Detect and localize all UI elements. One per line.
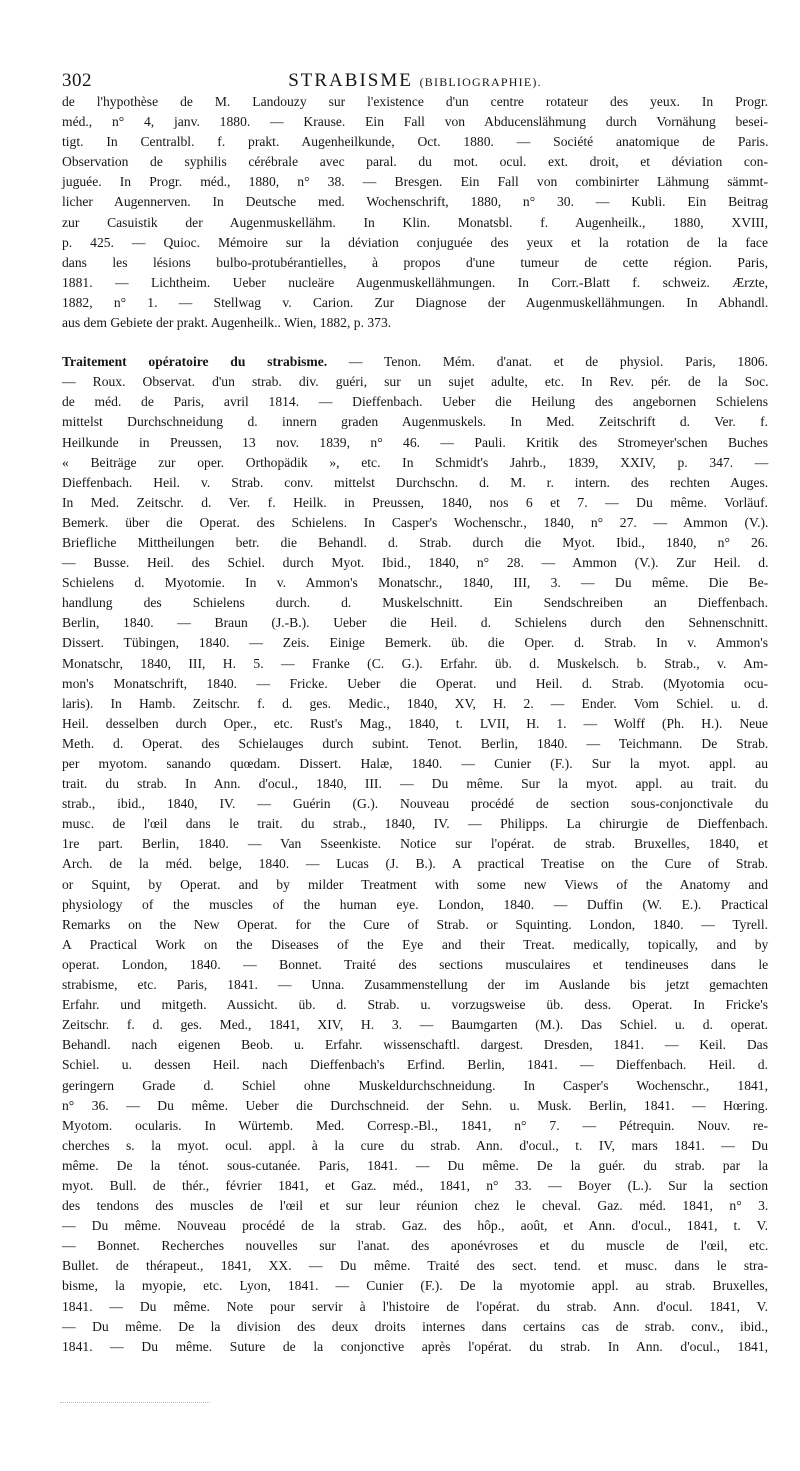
text-line: 1841. — Du même. Suture de la conjonctive après l'opérat. du strab. In Ann. d'ocul., 1841, <box>62 1338 769 1354</box>
text-line: trait. du strab. In Ann. d'ocul., 1840, III. — Du même. Sur la myot. appl. au trait. du <box>62 776 769 792</box>
text-line: licher Augennerven. In Deutsche med. Wochenschrift, 1880, n° 30. — Kubli. Ein Beitrag <box>62 194 769 210</box>
text-line: — Du même. Nouveau procédé de la strab. Gaz. des hôp., août, et Ann. d'ocul., 1841, t. V. <box>62 1218 768 1234</box>
text-line: Arch. de la méd. belge, 1840. — Lucas (J. B.). A practical Treatise on the Cure of Strab. <box>62 856 769 872</box>
page-header <box>62 60 768 90</box>
text-line: 1881. — Lichtheim. Ueber nucleäre Augenmuskellähmungen. In Corr.-Blatt f. schweiz. Ærzte, <box>62 274 769 290</box>
text-line: Berlin, 1840. — Braun (J.-B.). Ueber die Heil. d. Schielens durch den Sehnenschnitt. <box>62 615 768 631</box>
text-line: Heilkunde in Preussen, 13 nov. 1839, n° 46. — Pauli. Kritik des Stromeyer'schen Buches <box>62 434 768 450</box>
running-head-title: STRABISME <box>288 70 413 91</box>
text-line <box>62 352 768 372</box>
text-line-continuation: — Tenon. Mém. d'anat. et de physiol. Paris, 1806. <box>327 354 768 370</box>
text-line: — Bonnet. Recherches nouvelles sur l'anat. des aponévroses et du muscle de l'œil, etc. <box>62 1238 769 1254</box>
text-line: 1882, n° 1. — Stellwag v. Carion. Zur Diagnose der Augenmuskellähmungen. In Abhandl. <box>62 294 769 310</box>
running-head <box>62 70 768 92</box>
text-line: de méd. de Paris, avril 1814. — Dieffenbach. Ueber die Heilung des angebornen Schielens <box>62 394 768 410</box>
text-line: Erfahr. und mitgeth. Aussicht. üb. d. Strab. u. vorzugsweise üb. dess. Operat. In Fricke's <box>62 997 768 1013</box>
text-line: Bullet. de thérapeut., 1841, XX. — Du même. Traité des sect. tend. et musc. dans le stra- <box>62 1258 768 1274</box>
text-line: juguée. In Progr. méd., 1880, n° 38. — Bresgen. Ein Fall von combinirter Lähmung sämmt- <box>62 174 768 190</box>
text-line: handlung des Schielens durch. d. Muskelschnitt. Ein Sendschreiben an Dieffenbach. <box>62 595 768 611</box>
text-line: Schielens d. Myotomie. In v. Ammon's Monatschr., 1840, III, 3. — Du même. Die Be- <box>62 575 769 591</box>
text-line: — Busse. Heil. des Schiel. durch Myot. Ibid., 1840, n° 28. — Ammon (V.). Zur Heil. d. <box>62 555 769 571</box>
text-line: operat. London, 1840. — Bonnet. Traité des sections musculaires et tendineuses dans le <box>62 956 769 972</box>
text-line: tigt. In Centralbl. f. prakt. Augenheilkunde, Oct. 1880. — Société anatomique de Paris. <box>62 134 769 150</box>
text-line: Observation de syphilis cérébrale avec paral. du mot. ocul. ext. droit, et déviation con- <box>62 154 768 170</box>
text-line: dans les lésions bulbo-protubérantielles, à propos d'une tumeur de cette région. Paris, <box>62 254 769 270</box>
text-line: Meth. d. Operat. des Schielauges durch subint. Tenot. Berlin, 1840. — Teichmann. De Strab. <box>62 735 769 751</box>
document-page <box>62 60 768 1357</box>
text-line: des tendons des muscles de l'œil et sur leur réunion chez le cheval. Gaz. méd. 1841, n° 3. <box>62 1198 769 1214</box>
text-line: physiology of the muscles of the human eye. London, 1840. — Duffin (W. E.). Practical <box>62 896 769 912</box>
text-line: A Practical Work on the Diseases of the Eye and their Treat. medically, topically, and by <box>62 936 769 952</box>
text-line: geringern Grade d. Schiel ohne Muskeldurchschneidung. In Casper's Wochenschr., 1841, <box>62 1077 768 1093</box>
text-line: strabisme, etc. Paris, 1841. — Unna. Zusammenstellung der im Auslande bis jetzt gemachten <box>62 977 768 993</box>
text-line: musc. de l'œil dans le trait. du strab., 1840, IV. — Philipps. La chirurgie de Dieffenbach. <box>62 816 768 832</box>
text-line: Myotom. ocularis. In Würtemb. Med. Corresp.-Bl., 1841, n° 7. — Pétrequin. Nouv. re- <box>62 1117 769 1133</box>
text-line: Schiel. u. dessen Heil. nach Dieffenbach's Erfind. Berlin, 1841. — Dieffenbach. Heil. d. <box>62 1057 768 1073</box>
text-line: In Med. Zeitschr. d. Ver. f. Heilk. in Preussen, 1840, nos 6 et 7. — Du même. Vorläuf. <box>62 494 768 510</box>
text-line: mittelst Durchschneidung d. innern graden Augenmuskels. In Med. Zeitschrift d. Ver. f. <box>62 414 769 430</box>
bibliography-paragraph-paralysis <box>62 92 768 333</box>
text-line: — Du même. De la division des deux droits internes dans certains cas de strab. conv., ibid., <box>62 1318 768 1334</box>
text-line: per myotom. sanando quœdam. Dissert. Halæ, 1840. — Cunier (F.). Sur la myot. appl. au <box>62 756 768 771</box>
text-line: Behandl. nach eigenen Beob. u. Erfahr. wissenschaftl. dargest. Dresden, 1841. — Keil. Das <box>62 1037 768 1053</box>
text-line: laris). In Hamb. Zeitschr. f. d. ges. Medic., 1840, XV, H. 2. — Ender. Vom Schiel. u. d. <box>62 695 769 711</box>
text-line: « Beiträge zur oper. Orthopädik », etc. In Schmidt's Jahrb., 1839, XXIV, p. 347. — <box>62 454 769 470</box>
text-line: Zeitschr. f. d. ges. Med., 1841, XIV, H. 3. — Baumgarten (M.). Das Schiel. u. d. operat. <box>62 1017 768 1033</box>
text-line: mon's Monatschrift, 1840. — Fricke. Ueber die Operat. und Heil. d. Strab. (Myotomia ocu- <box>62 675 769 691</box>
text-line: aus dem Gebiete der prakt. Augenheilk.. Wien, 1882, p. 373. <box>62 315 392 331</box>
text-line: Monatschr, 1840, III, H. 5. — Franke (C. G.). Erfahr. üb. d. Muskelsch. b. Strab., v. Am- <box>62 655 768 671</box>
text-line: 1re part. Berlin, 1840. — Van Sseenkiste. Notice sur l'opérat. de strab. Bruxelles, 1840, et <box>62 836 768 852</box>
text-line: bisme, la myopie, etc. Lyon, 1841. — Cunier (F.). De la myotomie appl. au strab. Bruxelles, <box>62 1278 768 1294</box>
running-head-subtitle: (BIBLIOGRAPHIE). <box>419 75 542 89</box>
text-line: myot. Bull. de thér., février 1841, et Gaz. méd., 1841, n° 33. — Boyer (L.). Sur la section <box>62 1177 769 1193</box>
text-line: Briefliche Mittheilungen betr. die Behandl. d. Strab. durch die Myot. Ibid., 1840, n° 26. <box>62 534 768 550</box>
text-line: zur Casuistik der Augenmuskellähm. In Klin. Monatsbl. f. Augenheilk., 1880, XVIII, <box>62 214 768 230</box>
text-line: n° 36. — Du même. Ueber die Durchschneid. der Sehn. u. Musk. Berlin, 1841. — Hœring. <box>62 1097 768 1113</box>
text-line: strab., ibid., 1840, IV. — Guérin (G.). Nouveau procédé de section sous-conjonctivale du <box>62 796 769 812</box>
bibliography-paragraph-operative-treatment <box>62 352 768 1357</box>
text-line: — Roux. Observat. d'un strab. div. guéri, sur un sujet adulte, etc. In Rev. pér. de la Soc. <box>62 374 769 390</box>
section-heading: Traitement opératoire du strabisme. <box>62 354 328 370</box>
text-line: Dieffenbach. Heil. v. Strab. conv. mittelst Durchschn. d. M. r. intern. des rechten Auges. <box>62 474 769 490</box>
text-line: méd., n° 4, janv. 1880. — Krause. Ein Fall von Abducenslähmung durch Vornähung besei- <box>62 114 768 130</box>
page-number: 302 <box>62 70 92 91</box>
text-line: Bemerk. über die Operat. des Schielens. In Casper's Wochenschr., 1840, n° 27. — Ammon (V.). <box>62 514 769 530</box>
footer-dotted-rule <box>60 1402 210 1403</box>
text-line: même. De la ténot. sous-cutanée. Paris, 1841. — Du même. De la guér. du strab. par la <box>62 1157 768 1173</box>
text-line: cherches s. la myot. ocul. appl. à la cure du strab. Ann. d'ocul., t. IV, mars 1841. — Du <box>62 1137 768 1153</box>
text-line: Dissert. Tübingen, 1840. — Zeis. Einige Bemerk. üb. die Oper. d. Strab. In v. Ammon's <box>62 635 768 651</box>
text-line: 1841. — Du même. Note pour servir à l'histoire de l'opérat. du strab. Ann. d'ocul. 1841, V. <box>62 1298 768 1314</box>
text-line: p. 425. — Quioc. Mémoire sur la déviation conjuguée des yeux et la rotation de la face <box>62 234 768 250</box>
text-line: Heil. desselben durch Oper., etc. Rust's Mag., 1840, t. LVII, H. 1. — Wolff (Ph. H.). Neue <box>62 715 768 731</box>
text-line: de l'hypothèse de M. Landouzy sur l'existence d'un centre rotateur des yeux. In Progr. <box>62 94 768 109</box>
text-line: or Squint, by Operat. and by milder Treatment with some new Views of the Anatomy and <box>62 876 768 892</box>
text-line: Remarks on the New Operat. for the Cure of Strab. or Squinting. London, 1840. — Tyrell. <box>62 916 768 932</box>
